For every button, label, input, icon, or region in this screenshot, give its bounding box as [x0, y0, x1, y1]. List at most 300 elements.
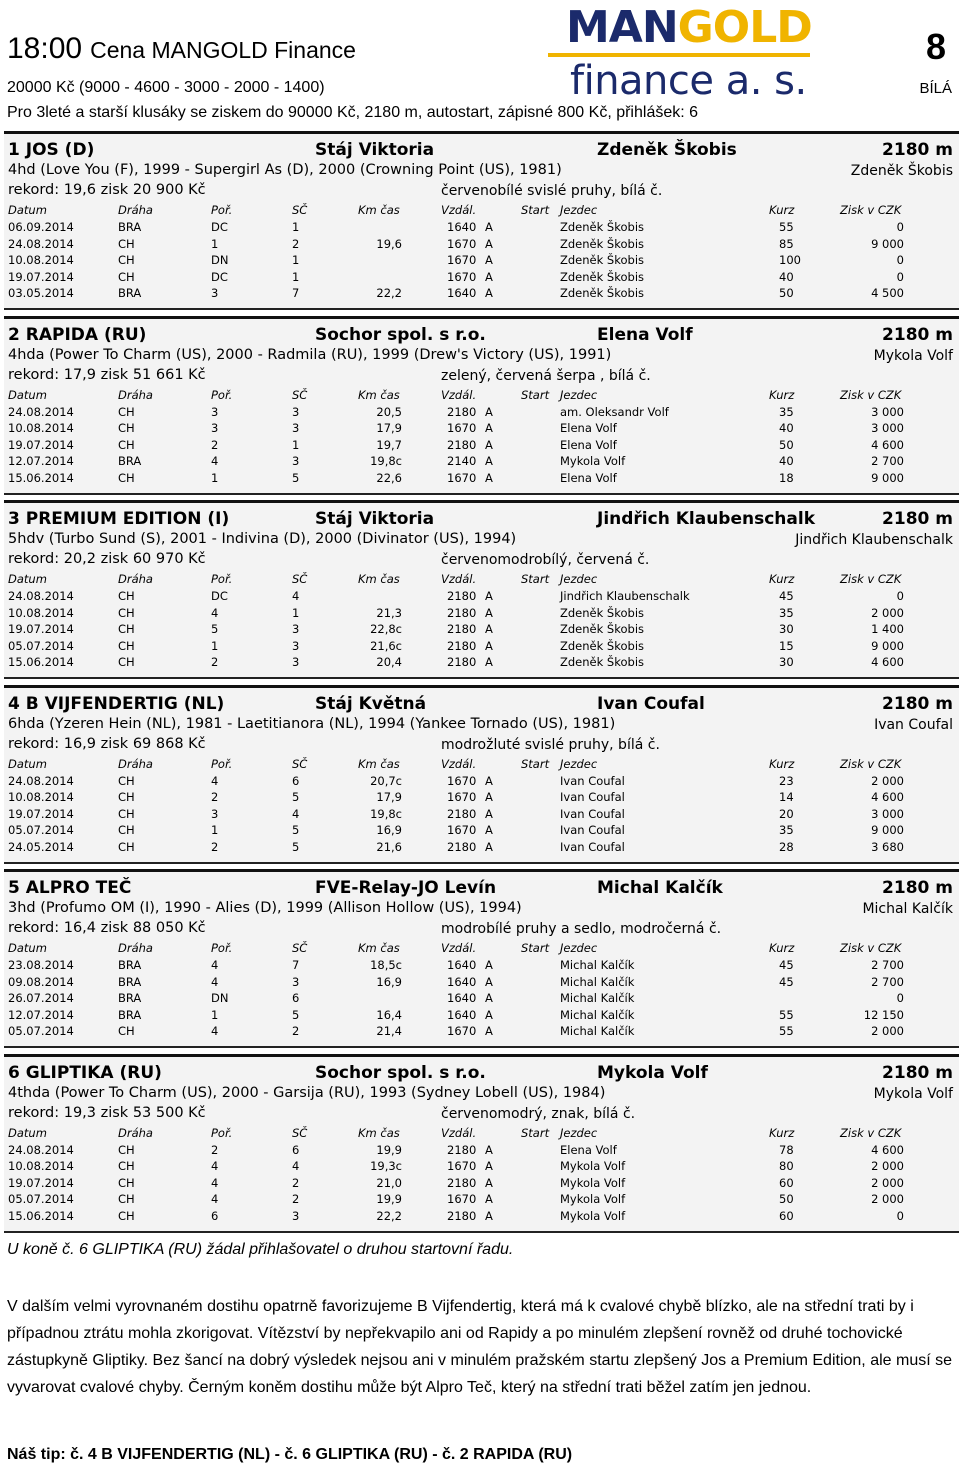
entry-card: [4, 685, 959, 865]
table-cell: CH: [118, 236, 135, 251]
column-header: Dráha: [118, 756, 153, 771]
table-cell: 2180: [447, 605, 477, 620]
table-cell: CH: [118, 1175, 135, 1190]
race-title: [7, 32, 356, 66]
table-cell: 26.07.2014: [8, 991, 74, 1005]
column-header: Start: [521, 1125, 550, 1140]
table-cell: 100: [779, 253, 801, 267]
table-cell: 2180: [447, 1142, 477, 1157]
column-header: Km čas: [358, 572, 400, 586]
entry-note: U koně č. 6 GLIPTIKA (RU) žádal přihlašovatel o druhou startovní řadu.: [7, 1241, 514, 1258]
table-cell: BRA: [118, 220, 142, 234]
table-cell: 21,0: [376, 1175, 402, 1190]
column-header: Jezdec: [560, 941, 598, 955]
table-cell: 21,6: [376, 839, 402, 854]
table-cell: 1: [292, 220, 300, 234]
column-header: Start: [521, 756, 550, 771]
table-cell: 3: [211, 404, 219, 419]
column-header: Jezdec: [560, 203, 598, 217]
column-header: Dráha: [118, 941, 153, 955]
table-cell: Elena Volf: [560, 437, 617, 452]
table-cell: 0: [896, 253, 904, 267]
table-cell: 45: [779, 974, 794, 989]
table-cell: 35: [779, 404, 794, 419]
table-cell: 19,9: [376, 1192, 402, 1206]
table-cell: 3: [292, 404, 300, 419]
entry-record: rekord: 19,6 zisk 20 900 Kč: [8, 182, 206, 198]
table-cell: 2180: [447, 806, 477, 821]
table-cell: 2: [211, 790, 219, 804]
column-header: Poř.: [211, 387, 233, 402]
entry-pedigree: 4hda (Power To Charm (US), 2000 - Radmila (RU), 1999 (Drew's Victory (US), 1991): [8, 346, 612, 363]
table-cell: Mykola Volf: [560, 454, 626, 468]
table-cell: 2 000: [871, 1175, 904, 1190]
mangold-finance-logo: [548, 2, 818, 106]
table-cell: CH: [118, 1159, 135, 1173]
table-cell: 2180: [447, 437, 477, 452]
entry-title: 3 PREMIUM EDITION (I): [8, 509, 230, 529]
table-cell: Elena Volf: [560, 1142, 617, 1157]
logo-subtitle: finance a. s.: [570, 58, 807, 104]
entry-trainer: Mykola Volf: [597, 1062, 708, 1083]
table-cell: 4: [211, 974, 219, 989]
table-cell: 1: [292, 437, 300, 452]
table-cell: 9 000: [871, 638, 904, 653]
column-header: Poř.: [211, 756, 233, 771]
table-cell: 2180: [447, 638, 477, 653]
entry-distance: 2180 m: [882, 878, 953, 898]
table-cell: 2180: [447, 1208, 477, 1223]
table-cell: 55: [779, 220, 794, 234]
table-cell: Michal Kalčík: [560, 1024, 635, 1038]
table-cell: 24.05.2014: [8, 839, 74, 854]
table-cell: 2: [211, 839, 219, 854]
table-cell: 24.08.2014: [8, 773, 74, 788]
entry-background: [4, 1057, 959, 1231]
entry-stable: Sochor spol. s r.o.: [315, 324, 486, 345]
table-cell: 6: [292, 773, 300, 788]
table-cell: 3 000: [871, 404, 904, 419]
table-cell: 50: [779, 437, 794, 452]
table-cell: 1640: [447, 286, 477, 300]
column-header: Km čas: [358, 387, 400, 402]
entry-bottom-rule: [4, 862, 959, 864]
column-header: Zisk v CZK: [840, 203, 902, 217]
table-cell: A: [485, 236, 493, 251]
table-cell: 17,9: [376, 421, 402, 435]
table-cell: 45: [779, 958, 794, 972]
column-header: Vzdál.: [441, 941, 477, 955]
table-cell: 4: [211, 605, 219, 620]
table-cell: 18,5c: [370, 958, 402, 972]
table-cell: 24.08.2014: [8, 1142, 74, 1157]
table-cell: 3: [211, 421, 219, 435]
table-cell: Ivan Coufal: [560, 823, 625, 837]
table-cell: 4: [211, 454, 219, 468]
table-cell: A: [485, 1007, 493, 1022]
table-cell: 3 680: [871, 839, 904, 854]
table-cell: 2 700: [871, 454, 904, 468]
table-cell: 2: [211, 437, 219, 452]
table-cell: 3: [292, 655, 300, 669]
table-cell: CH: [118, 269, 135, 284]
entry-distance: 2180 m: [882, 140, 953, 160]
column-header: Jezdec: [560, 1125, 598, 1140]
table-cell: 6: [292, 1142, 300, 1157]
logo-bar: [548, 53, 810, 57]
table-cell: 2180: [447, 622, 477, 636]
table-cell: 4 600: [871, 790, 904, 804]
table-cell: 6: [292, 991, 300, 1005]
race-number: 8: [925, 26, 946, 67]
table-cell: 4: [292, 589, 300, 603]
entry-driver: Jindřich Klaubenschalk: [795, 532, 953, 548]
column-header: Jezdec: [560, 572, 598, 586]
table-cell: DC: [211, 589, 228, 603]
entry-colors: červenobílé svislé pruhy, bílá č.: [441, 183, 663, 199]
table-cell: Ivan Coufal: [560, 839, 625, 854]
table-cell: 1670: [447, 1159, 477, 1173]
table-cell: 05.07.2014: [8, 1192, 74, 1206]
logo-wordmark: MANGOLD: [566, 2, 812, 53]
table-cell: 4: [292, 806, 300, 821]
table-cell: 5: [292, 1007, 300, 1022]
table-cell: CH: [118, 404, 135, 419]
table-cell: 19,8c: [370, 454, 402, 468]
table-cell: Zdeněk Škobis: [560, 638, 645, 653]
table-cell: 50: [779, 1192, 794, 1206]
column-header: SČ: [292, 1125, 308, 1140]
table-cell: A: [485, 773, 493, 788]
table-cell: A: [485, 253, 493, 267]
table-cell: DC: [211, 269, 228, 284]
table-cell: 2: [292, 1192, 300, 1206]
entry-stable: Stáj Viktoria: [315, 140, 435, 160]
table-cell: CH: [118, 839, 135, 854]
table-cell: 18: [779, 470, 794, 485]
entry-pedigree: 4hd (Love You (F), 1999 - Supergirl As (D), 2000 (Crowning Point (US), 1981): [8, 162, 562, 178]
entry-bottom-rule: [4, 308, 959, 310]
table-cell: 21,3: [376, 605, 402, 620]
entry-driver: Michal Kalčík: [862, 901, 953, 917]
table-cell: 40: [779, 421, 794, 435]
table-cell: 30: [779, 655, 794, 669]
column-header: Poř.: [211, 941, 233, 955]
table-cell: 40: [779, 269, 794, 284]
table-cell: 10.08.2014: [8, 421, 74, 435]
entry-background: [4, 688, 959, 862]
table-cell: CH: [118, 622, 135, 636]
table-cell: Jindřich Klaubenschalk: [560, 589, 690, 603]
entry-stable: Stáj Květná: [315, 693, 427, 714]
table-cell: Michal Kalčík: [560, 958, 635, 972]
table-cell: 24.08.2014: [8, 589, 74, 603]
table-cell: Elena Volf: [560, 421, 617, 435]
column-header: Jezdec: [560, 756, 598, 771]
column-header: Zisk v CZK: [840, 387, 902, 402]
table-cell: 80: [779, 1159, 794, 1173]
entry-distance: 2180 m: [882, 1062, 953, 1083]
table-cell: CH: [118, 253, 135, 267]
entry-colors: červenomodrobílý, červená č.: [441, 552, 650, 568]
entry-bottom-rule: [4, 677, 959, 679]
table-cell: 19,7: [376, 437, 402, 452]
column-header: Km čas: [358, 203, 400, 217]
table-cell: 2 000: [871, 605, 904, 620]
table-cell: A: [485, 638, 493, 653]
table-cell: 22,2: [376, 1208, 402, 1223]
entry-trainer: Ivan Coufal: [597, 693, 705, 714]
table-cell: 19.07.2014: [8, 437, 74, 452]
table-cell: CH: [118, 589, 135, 603]
table-cell: A: [485, 589, 493, 603]
table-cell: 09.08.2014: [8, 974, 74, 989]
entry-colors: červenomodrý, znak, bílá č.: [441, 1105, 636, 1122]
column-header: Start: [521, 387, 550, 402]
column-header: SČ: [292, 203, 308, 217]
table-cell: 5: [211, 622, 219, 636]
column-header: Zisk v CZK: [840, 572, 902, 586]
table-cell: 4 600: [871, 1142, 904, 1157]
column-header: Datum: [8, 1125, 47, 1140]
table-cell: 4: [211, 958, 219, 972]
race-header: [0, 0, 960, 128]
table-cell: BRA: [118, 974, 142, 989]
entry-bottom-rule: [4, 1231, 959, 1233]
column-header: Zisk v CZK: [840, 756, 902, 771]
table-cell: A: [485, 806, 493, 821]
table-cell: 19.07.2014: [8, 269, 74, 284]
table-cell: 2180: [447, 404, 477, 419]
column-header: Zisk v CZK: [840, 1125, 902, 1140]
table-cell: 2180: [447, 839, 477, 854]
table-cell: 9 000: [871, 470, 904, 485]
table-cell: 5: [292, 839, 300, 854]
table-cell: 4: [211, 1192, 219, 1206]
table-cell: 1: [211, 638, 219, 653]
table-cell: 05.07.2014: [8, 638, 74, 653]
table-cell: 0: [896, 991, 904, 1005]
column-header: Datum: [8, 203, 47, 217]
entry-background: [4, 872, 959, 1046]
table-cell: CH: [118, 773, 135, 788]
entry-trainer: Zdeněk Škobis: [597, 140, 737, 160]
table-cell: 3 000: [871, 421, 904, 435]
table-cell: 2180: [447, 1175, 477, 1190]
table-cell: 15.06.2014: [8, 470, 74, 485]
table-cell: CH: [118, 790, 135, 804]
table-cell: 35: [779, 605, 794, 620]
entry-title: 4 B VIJFENDERTIG (NL): [8, 693, 225, 714]
table-cell: 14: [779, 790, 794, 804]
table-cell: A: [485, 823, 493, 837]
entry-trainer: Jindřich Klaubenschalk: [597, 509, 816, 529]
entry-stable: FVE-Relay-JO Levín: [315, 878, 497, 898]
entry-record: rekord: 19,3 zisk 53 500 Kč: [8, 1104, 206, 1121]
table-cell: CH: [118, 1192, 135, 1206]
column-header: Kurz: [769, 941, 795, 955]
entry-pedigree: 5hdv (Turbo Sund (S), 2001 - Indivina (D), 2000 (Divinator (US), 1994): [8, 531, 517, 547]
table-cell: 55: [779, 1007, 794, 1022]
table-cell: 30: [779, 622, 794, 636]
table-cell: DC: [211, 220, 228, 234]
entry-record: rekord: 16,9 zisk 69 868 Kč: [8, 735, 206, 752]
table-cell: A: [485, 790, 493, 804]
table-cell: 4: [211, 1024, 219, 1038]
table-cell: 78: [779, 1142, 794, 1157]
table-cell: 12.07.2014: [8, 454, 74, 468]
table-cell: Mykola Volf: [560, 1159, 626, 1173]
table-cell: 23: [779, 773, 794, 788]
table-cell: A: [485, 1159, 493, 1173]
column-header: Kurz: [769, 387, 795, 402]
table-cell: 22,2: [376, 286, 402, 300]
table-cell: 15.06.2014: [8, 1208, 74, 1223]
table-cell: Zdeněk Škobis: [560, 655, 645, 669]
entry-trainer: Michal Kalčík: [597, 878, 723, 898]
table-cell: 0: [896, 220, 904, 234]
table-cell: 2: [211, 655, 219, 669]
column-header: SČ: [292, 756, 308, 771]
column-header: Datum: [8, 572, 47, 586]
table-cell: A: [485, 655, 493, 669]
table-cell: Michal Kalčík: [560, 1007, 635, 1022]
table-cell: CH: [118, 470, 135, 485]
race-tip: Náš tip: č. 4 B VIJFENDERTIG (NL) - č. 6 GLIPTIKA (RU) - č. 2 RAPIDA (RU): [7, 1446, 573, 1463]
table-cell: Zdeněk Škobis: [560, 253, 645, 267]
table-cell: 1670: [447, 470, 477, 485]
table-cell: Zdeněk Škobis: [560, 622, 645, 636]
entry-bottom-rule: [4, 1046, 959, 1048]
table-cell: CH: [118, 1208, 135, 1223]
table-cell: 20,7c: [370, 773, 402, 788]
table-cell: 2 700: [871, 974, 904, 989]
table-cell: 19,8c: [370, 806, 402, 821]
table-cell: 1640: [447, 1007, 477, 1022]
table-cell: 4: [211, 773, 219, 788]
table-cell: 5: [292, 823, 300, 837]
column-header: Datum: [8, 941, 47, 955]
table-cell: 24.08.2014: [8, 404, 74, 419]
column-header: Vzdál.: [441, 572, 477, 586]
table-cell: 2 700: [871, 958, 904, 972]
column-header: Km čas: [358, 756, 400, 771]
table-cell: 1670: [447, 790, 477, 804]
entry-pedigree: 3hd (Profumo OM (I), 1990 - Alies (D), 1999 (Allison Hollow (US), 1994): [8, 900, 522, 916]
table-cell: 1640: [447, 958, 477, 972]
entry-background: [4, 503, 959, 677]
table-cell: 3: [292, 421, 300, 435]
race-color: BÍLÁ: [919, 80, 952, 97]
entry-title: 2 RAPIDA (RU): [8, 324, 147, 345]
table-cell: A: [485, 404, 493, 419]
table-cell: 1670: [447, 253, 477, 267]
table-cell: 16,9: [376, 823, 402, 837]
column-header: Dráha: [118, 1125, 153, 1140]
table-cell: 9 000: [871, 823, 904, 837]
column-header: Start: [521, 572, 550, 586]
column-header: SČ: [292, 572, 308, 586]
table-cell: 19.07.2014: [8, 806, 74, 821]
table-cell: 1670: [447, 236, 477, 251]
table-cell: 4: [211, 1159, 219, 1173]
table-cell: 3: [292, 622, 300, 636]
entry-card: [4, 500, 959, 680]
race-comment: V dalším velmi vyrovnaném dostihu opatrně favorizujeme B Vijfendertig, která má k cvalové chybě blízko, ale na střední trati by i případnou ztrátu mohla zkorigovat. Vítězství by nepřekvapilo ani od Rapidy a po minulém zlepšení rovněž od druhé tochovické zástupkyně Gliptiky. Bez šancí na dobrý výsledek nejsou ani v minulém pražském startu zlepšený Jos a Premium Edition, ale musí se vyvarovat cvalové chyby. Černým koněm dostihu může být Alpro Teč, který na střední trati běžel zatím jen jednou.: [7, 1298, 953, 1396]
table-cell: 21,6c: [370, 638, 402, 653]
table-cell: 1: [211, 470, 219, 485]
table-cell: 19,6: [376, 236, 402, 251]
table-cell: 1670: [447, 1024, 477, 1038]
table-cell: A: [485, 421, 493, 435]
table-cell: CH: [118, 1142, 135, 1157]
table-cell: 16,9: [376, 974, 402, 989]
table-cell: 1670: [447, 773, 477, 788]
table-cell: 50: [779, 286, 794, 300]
table-cell: Mykola Volf: [560, 1208, 626, 1223]
entry-bottom-rule: [4, 493, 959, 495]
column-header: Start: [521, 203, 550, 217]
table-cell: CH: [118, 638, 135, 653]
table-cell: 6: [211, 1208, 219, 1223]
table-cell: 1640: [447, 220, 477, 234]
table-cell: 2: [292, 1024, 300, 1038]
table-cell: 17,9: [376, 790, 402, 804]
column-header: Jezdec: [560, 387, 598, 402]
table-cell: 2 000: [871, 773, 904, 788]
table-cell: 60: [779, 1208, 794, 1223]
entry-trainer: Elena Volf: [597, 324, 693, 345]
table-cell: 3: [211, 286, 219, 300]
table-cell: 45: [779, 589, 794, 603]
column-header: Datum: [8, 756, 47, 771]
column-header: Vzdál.: [441, 756, 477, 771]
table-cell: 3: [211, 806, 219, 821]
table-cell: 4: [292, 1159, 300, 1173]
table-cell: A: [485, 220, 493, 234]
table-cell: 3: [292, 1208, 300, 1223]
column-header: Poř.: [211, 572, 233, 586]
column-header: Dráha: [118, 203, 153, 217]
column-header: Dráha: [118, 572, 153, 586]
column-header: Km čas: [358, 1125, 400, 1140]
entry-driver: Mykola Volf: [873, 1085, 953, 1102]
entry-title: 5 ALPRO TEČ: [8, 878, 132, 898]
race-time: 18:00: [7, 32, 83, 65]
table-cell: A: [485, 991, 493, 1005]
table-cell: Michal Kalčík: [560, 974, 635, 989]
column-header: Vzdál.: [441, 1125, 477, 1140]
table-cell: Elena Volf: [560, 470, 617, 485]
table-cell: 23.08.2014: [8, 958, 74, 972]
table-cell: 4 500: [871, 286, 904, 300]
table-cell: A: [485, 1208, 493, 1223]
table-cell: Zdeněk Škobis: [560, 286, 645, 300]
table-cell: 21,4: [376, 1024, 402, 1038]
table-cell: 2: [292, 236, 300, 251]
table-cell: BRA: [118, 454, 142, 468]
table-cell: 40: [779, 454, 794, 468]
table-cell: 4 600: [871, 437, 904, 452]
entry-colors: modrožluté svislé pruhy, bílá č.: [441, 736, 660, 753]
column-header: Kurz: [769, 203, 795, 217]
table-cell: 2 000: [871, 1159, 904, 1173]
table-cell: A: [485, 437, 493, 452]
table-cell: 20,5: [376, 404, 402, 419]
table-cell: Ivan Coufal: [560, 773, 625, 788]
table-cell: 15.06.2014: [8, 655, 74, 669]
table-cell: 1: [211, 1007, 219, 1022]
